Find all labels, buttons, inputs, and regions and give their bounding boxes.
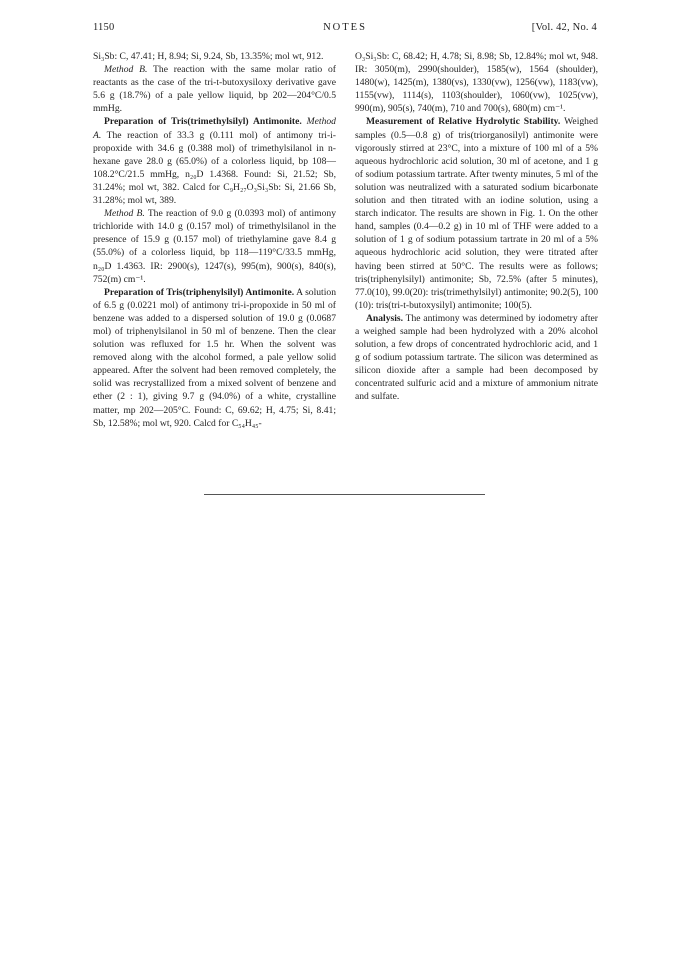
- paragraph-text: The reaction of 33.3 g (0.111 mol) of antimony tri-i-propoxide with 34.6 g (0.388 mol) of trimethylsilanol in n-hexane gave 28.0 g (65.0%) of a colorless liquid, bp 108—108.2°C/21.5 mmHg, n₂₀D 1.4368. Found: Si, 21.52; Sb, 31.24%; mol wt, 382. Calcd for C₉H₂₇O₃Si₃Sb: Si, 21.66 Sb, 31.28%; mol wt, 389.: [93, 129, 336, 207]
- paragraph: [93, 286, 336, 430]
- section-title: NOTES: [323, 22, 367, 33]
- paragraph: [93, 50, 336, 63]
- paragraph-text: A solution of 6.5 g (0.0221 mol) of antimony tri-i-propoxide in 50 ml of benzene was added to a dispersed solution of 19.0 g (0.0687 mol) of triphenylsilanol in 50 ml of benzene. Then the clear solution was refluxed for 1.5 hr. When the solvent was removed along with the alcohol formed, a pale yellow solid appeared. After the solvent had been removed completely, the solid was recrystallized from a mixed solvent of benzene and ether (2 : 1), giving 9.7 g (94.0%) of a white, crystalline matter, mp 202—205°C. Found: C, 69.62; H, 4.75; Si, 8.41; Sb, 12.58%; mol wt, 920. Calcd for C₅₄H₄₅-: [93, 286, 336, 429]
- paragraph-text: The antimony was determined by iodometry after a weighed sample had been hydrolyzed with a 20% alcohol solution, a few drops of concentrated hydrochloric acid, and 1 g of sodium potassium tartrate. The silicon was determined as silicon dioxide after a sample had been decomposed by concentrated sulfuric acid and a mixture of ammonium nitrate and sulfate.: [355, 312, 598, 403]
- paragraph-text: The reaction of 9.0 g (0.0393 mol) of antimony trichloride with 14.0 g (0.157 mol) of trimethylsilanol in the presence of 15.9 g (0.157 mol) of triethylamine gave 8.4 g (55.0%) of a colorless liquid, bp 118—119°C/33.5 mmHg, n₂₀D 1.4363. IR: 2900(s), 1247(s), 995(m), 900(s), 840(s), 752(m) cm⁻¹.: [93, 208, 336, 285]
- end-rule-divider: [204, 494, 485, 495]
- paragraph: [93, 207, 336, 286]
- volume-issue: [Vol. 42, No. 4: [531, 22, 597, 33]
- section-heading: Preparation of Tris(triphenylsilyl) Antimonite.: [104, 286, 295, 298]
- paragraph: [355, 50, 598, 115]
- paragraph-text: Si₃Sb: C, 47.41; H, 8.94; Si, 9.24, Sb, 13.35%; mol wt, 912.: [93, 51, 324, 62]
- section-heading: Measurement of Relative Hydrolytic Stability.: [366, 116, 561, 128]
- method-heading: Method B.: [104, 64, 148, 76]
- paragraph: [355, 312, 598, 404]
- paragraph-text: O₃Si₃Sb: C, 68.42; H, 4.78; Si, 8.98; Sb, 12.84%; mol wt, 948. IR: 3050(m), 2990(shoulder), 1585(w), 1564 (shoulder), 1480(w), 1425(m), 1380(vs), 1330(vw), 1256(vw), 1183(vw), 1155(vw), 1114(s), 1103(shoulder), 1060(vw), 1025(vw), 990(m), 905(s), 740(m), 710 and 700(s), 680(m) cm⁻¹.: [355, 51, 598, 115]
- paragraph: [93, 63, 336, 115]
- method-heading: Method B.: [104, 208, 145, 220]
- section-heading: Analysis.: [366, 312, 404, 324]
- paragraph-text: The reaction with the same molar ratio of reactants as the case of the tri-t-butoxysiloxy derivative gave 5.6 g (18.7%) of a pale yellow liquid, bp 202—204°C/0.5 mmHg.: [93, 64, 336, 115]
- paragraph: [355, 115, 598, 311]
- method-heading: Method A.: [93, 116, 336, 141]
- paragraph-text: Weighed samples (0.5—0.8 g) of tris(triorganosilyl) antimonite were vigorously stirred at 23°C, into a mixture of 100 ml of a 5% aqueous hydrochloric acid solution, 30 ml of acetone, and 1 g of sodium potassium tartrate. After twenty minutes, 5 ml of the solution was neutralized with a saturated sodium bicarbonate solution and then titrated with an iodine solution, using a starch indicator. The results are shown in Fig. 1. On the other hand, samples (0.4—0.2 g) in 10 ml of THF were added to a solution of 1 g of sodium potassium tartrate in 20 ml of a 5% aqueous hydrochloric acid solution, they were titrated after having been stirred at 50°C. The results were as follows; tris(triphenylsilyl) antimonite; Sb, 72.5% (after 5 minutes), 77.0(10), 99.0(20): tris(trimethylsilyl) antimonite; 90.2(5), 100 (10): tris(tri-t-butoxysilyl) antimonite; 100(5).: [355, 116, 599, 311]
- right-column: [355, 50, 598, 404]
- running-header: [93, 22, 597, 38]
- page-number: 1150: [93, 22, 115, 33]
- left-column: [93, 50, 336, 430]
- section-heading: Preparation of Tris(trimethylsilyl) Antimonite.: [104, 116, 302, 128]
- paragraph: [93, 115, 336, 207]
